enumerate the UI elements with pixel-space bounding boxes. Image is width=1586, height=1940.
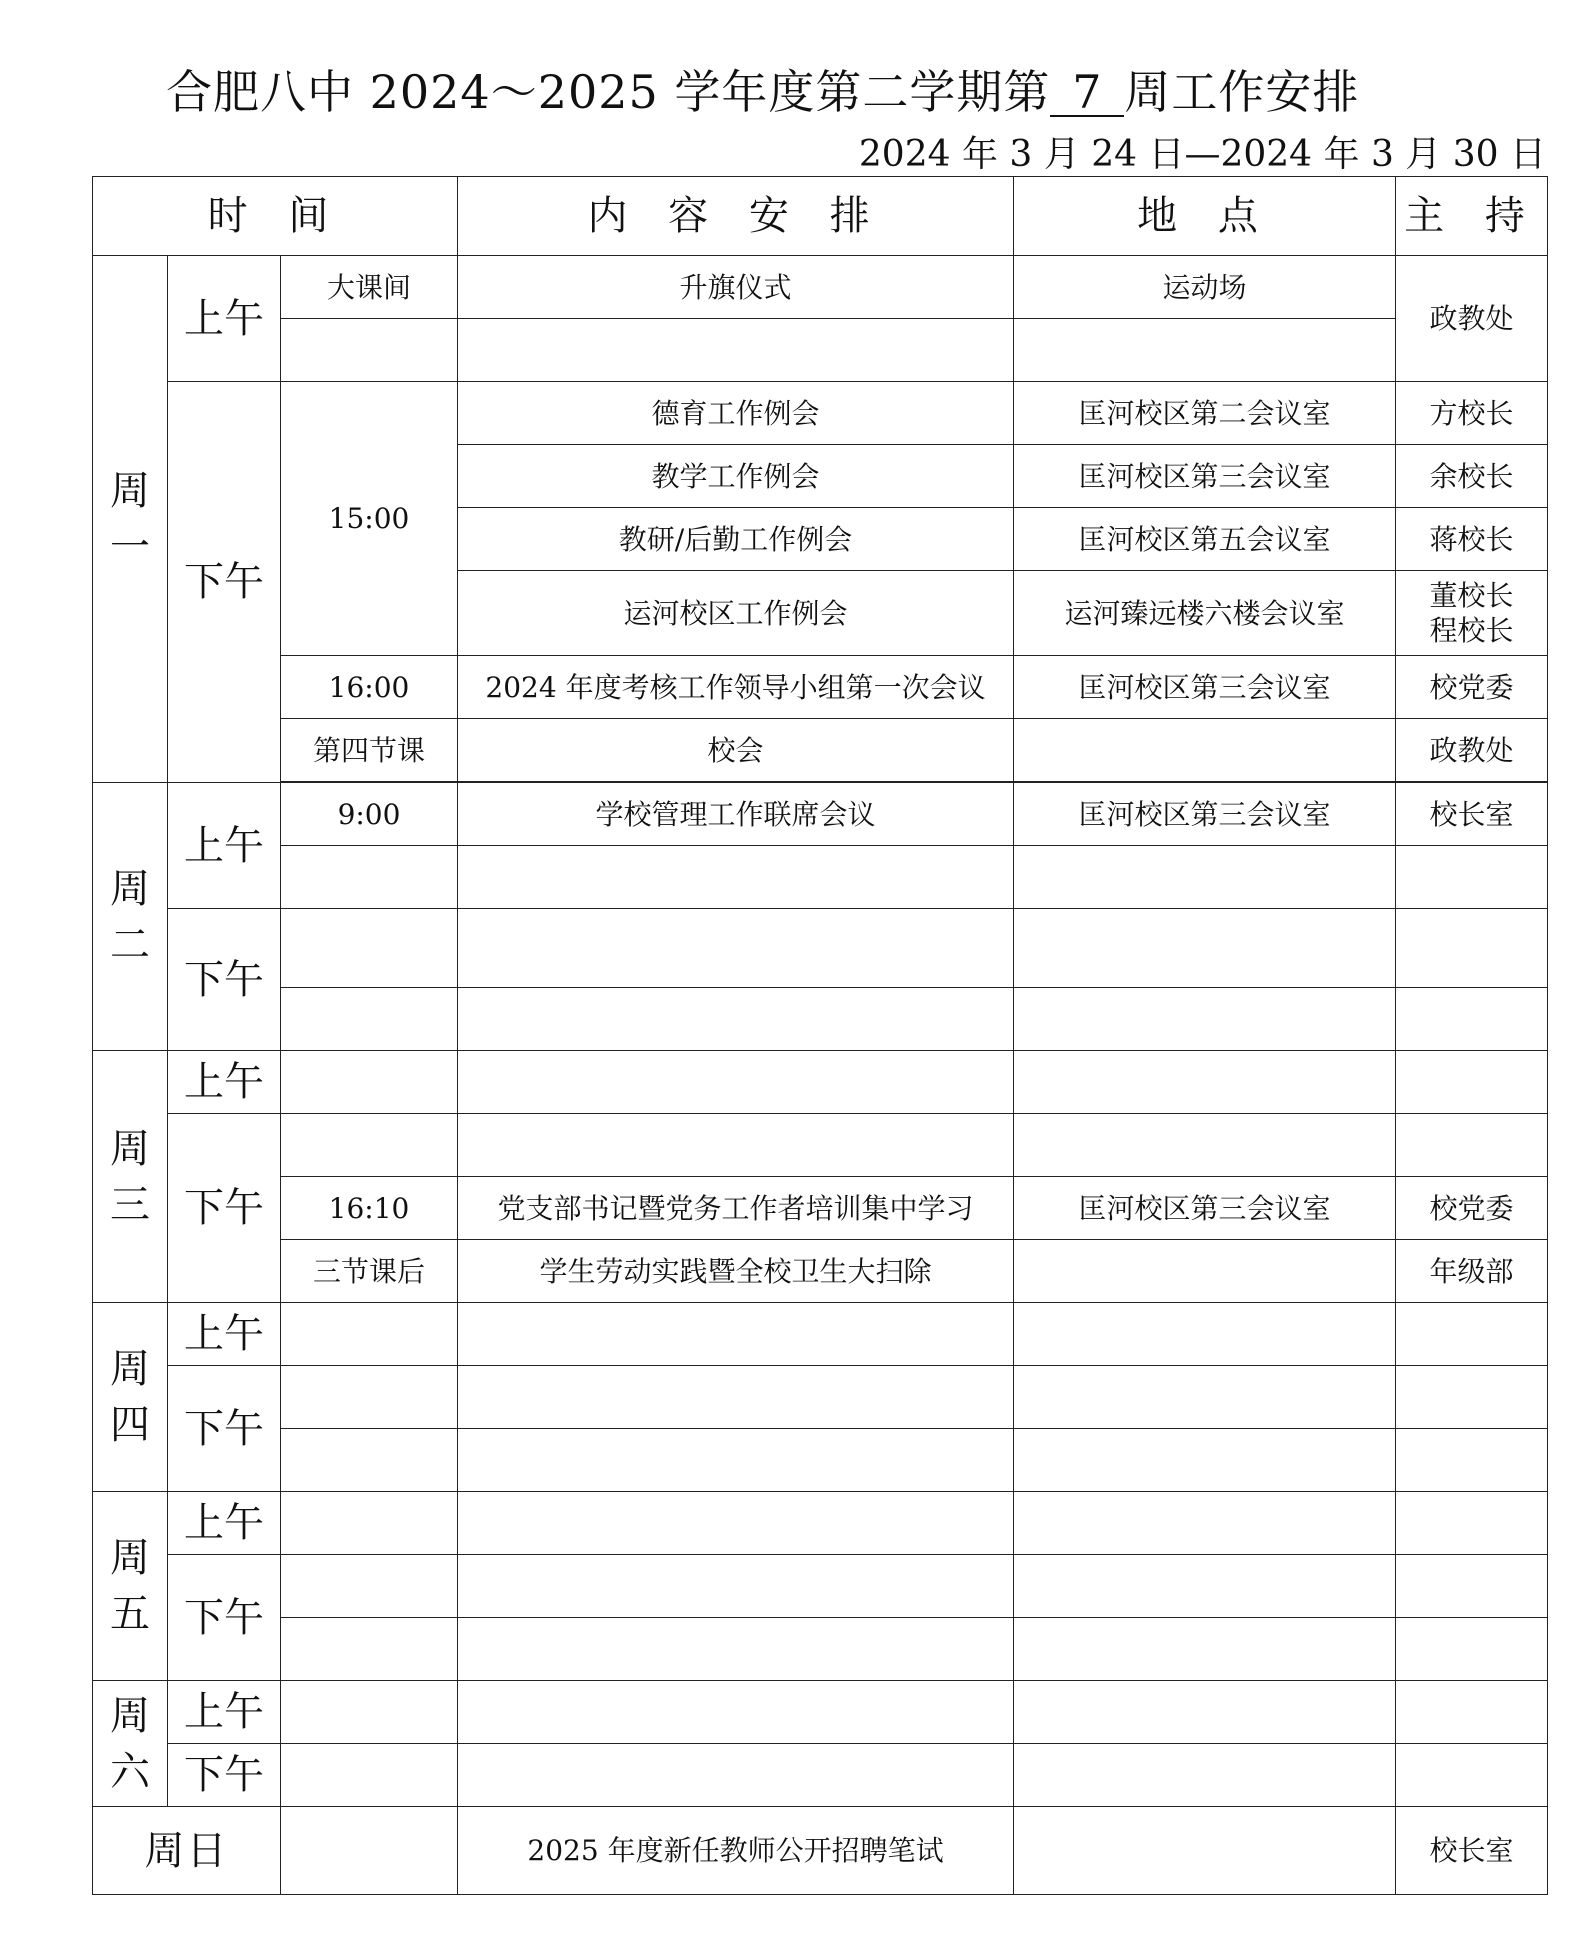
location-cell: 匡河校区第二会议室	[1014, 382, 1396, 445]
content-cell	[458, 1681, 1014, 1744]
table-row	[93, 988, 1548, 1051]
table-row	[93, 1303, 1548, 1366]
date-range: 2024 年 3 月 24 日—2024 年 3 月 30 日	[858, 134, 1546, 175]
host-cell: 余校长	[1396, 445, 1548, 508]
day-wednesday: 周 三	[93, 1051, 168, 1303]
table-row	[93, 909, 1548, 988]
table-row	[93, 1744, 1548, 1807]
location-cell: 匡河校区第三会议室	[1014, 783, 1396, 846]
content-cell: 运河校区工作例会	[458, 571, 1014, 656]
host-cell	[1396, 1681, 1548, 1744]
day-sunday: 周日	[93, 1807, 281, 1895]
content-cell	[458, 1051, 1014, 1114]
content-cell: 校会	[458, 719, 1014, 782]
period-am: 上午	[168, 1303, 281, 1366]
day-tuesday: 周 二	[93, 783, 168, 1051]
week-number: 7	[1050, 69, 1124, 117]
location-cell: 匡河校区第五会议室	[1014, 508, 1396, 571]
host-cell: 校党委	[1396, 1177, 1548, 1240]
time-cell: 9:00	[281, 783, 458, 846]
host-cell: 方校长	[1396, 382, 1548, 445]
time-cell	[281, 1366, 458, 1429]
time-cell: 15:00	[281, 382, 458, 656]
content-cell	[458, 1429, 1014, 1492]
table-row	[93, 1051, 1548, 1114]
time-cell	[281, 1051, 458, 1114]
location-cell	[1014, 1744, 1396, 1807]
table-row	[93, 1177, 1548, 1240]
host-cell	[1396, 1555, 1548, 1618]
content-cell	[458, 319, 1014, 382]
time-cell	[281, 846, 458, 909]
time-cell: 三节课后	[281, 1240, 458, 1303]
content-cell	[458, 1492, 1014, 1555]
content-cell: 2024 年度考核工作领导小组第一次会议	[458, 656, 1014, 719]
location-cell	[1014, 719, 1396, 782]
period-am: 上午	[168, 1051, 281, 1114]
time-cell	[281, 988, 458, 1051]
location-cell: 运动场	[1014, 256, 1396, 319]
time-cell: 16:10	[281, 1177, 458, 1240]
period-am: 上午	[168, 256, 281, 382]
host-cell	[1396, 909, 1548, 988]
header-row	[93, 177, 1548, 256]
period-pm: 下午	[168, 909, 281, 1051]
schedule-table	[92, 176, 1548, 1895]
time-cell	[281, 1303, 458, 1366]
content-cell: 学校管理工作联席会议	[458, 783, 1014, 846]
header-time: 时 间	[93, 177, 458, 256]
content-cell: 德育工作例会	[458, 382, 1014, 445]
period-pm: 下午	[168, 1555, 281, 1681]
table-row	[93, 1618, 1548, 1681]
content-cell: 2025 年度新任教师公开招聘笔试	[458, 1807, 1014, 1895]
table-row	[93, 656, 1548, 719]
host-cell: 校党委	[1396, 656, 1548, 719]
host-cell	[1396, 1744, 1548, 1807]
host-cell	[1396, 1114, 1548, 1177]
period-am: 上午	[168, 1681, 281, 1744]
period-pm: 下午	[168, 1366, 281, 1492]
day-friday: 周 五	[93, 1492, 168, 1681]
time-cell	[281, 1807, 458, 1895]
host-cell: 董校长 程校长	[1396, 571, 1548, 656]
host-cell	[1396, 1366, 1548, 1429]
table-row	[93, 719, 1548, 782]
time-cell	[281, 1555, 458, 1618]
location-cell	[1014, 1051, 1396, 1114]
content-cell	[458, 909, 1014, 988]
day-saturday: 周 六	[93, 1681, 168, 1807]
period-am: 上午	[168, 783, 281, 909]
content-cell	[458, 1618, 1014, 1681]
content-cell	[458, 1303, 1014, 1366]
location-cell: 匡河校区第三会议室	[1014, 1177, 1396, 1240]
host-cell: 政教处	[1396, 256, 1548, 382]
location-cell	[1014, 1429, 1396, 1492]
table-row	[93, 319, 1548, 382]
time-cell: 第四节课	[281, 719, 458, 782]
location-cell	[1014, 1807, 1396, 1895]
host-cell: 政教处	[1396, 719, 1548, 782]
content-cell	[458, 1366, 1014, 1429]
time-cell	[281, 1429, 458, 1492]
location-cell: 匡河校区第三会议室	[1014, 445, 1396, 508]
header-content: 内 容 安 排	[458, 177, 1014, 256]
host-cell	[1396, 1051, 1548, 1114]
time-cell	[281, 1114, 458, 1177]
table-row	[93, 1492, 1548, 1555]
location-cell	[1014, 1303, 1396, 1366]
location-cell	[1014, 1618, 1396, 1681]
location-cell	[1014, 909, 1396, 988]
time-cell	[281, 1681, 458, 1744]
location-cell	[1014, 1555, 1396, 1618]
table-row	[93, 1366, 1548, 1429]
location-cell	[1014, 319, 1396, 382]
host-cell: 蒋校长	[1396, 508, 1548, 571]
period-pm: 下午	[168, 382, 281, 783]
content-cell	[458, 988, 1014, 1051]
period-am: 上午	[168, 1492, 281, 1555]
location-cell	[1014, 1114, 1396, 1177]
host-cell	[1396, 1303, 1548, 1366]
host-cell	[1396, 846, 1548, 909]
host-cell	[1396, 1429, 1548, 1492]
location-cell	[1014, 1240, 1396, 1303]
host-cell	[1396, 1492, 1548, 1555]
location-cell: 运河臻远楼六楼会议室	[1014, 571, 1396, 656]
day-thursday: 周 四	[93, 1303, 168, 1492]
header-location: 地 点	[1014, 177, 1396, 256]
time-cell: 大课间	[281, 256, 458, 319]
table-row	[93, 256, 1548, 319]
title-prefix: 合肥八中 2024～2025 学年度第二学期第	[166, 65, 1051, 119]
content-cell	[458, 1114, 1014, 1177]
time-cell	[281, 1744, 458, 1807]
table-row	[93, 1681, 1548, 1744]
location-cell	[1014, 1681, 1396, 1744]
title-suffix: 周工作安排	[1124, 65, 1360, 119]
day-monday: 周 一	[93, 256, 168, 783]
location-cell	[1014, 846, 1396, 909]
time-cell	[281, 909, 458, 988]
page-title	[166, 56, 1359, 122]
content-cell: 升旗仪式	[458, 256, 1014, 319]
table-row	[93, 846, 1548, 909]
content-cell: 学生劳动实践暨全校卫生大扫除	[458, 1240, 1014, 1303]
content-cell	[458, 846, 1014, 909]
table-row	[93, 1555, 1548, 1618]
location-cell	[1014, 988, 1396, 1051]
time-cell	[281, 1492, 458, 1555]
table-row	[93, 1114, 1548, 1177]
table-row	[93, 783, 1548, 846]
content-cell: 教学工作例会	[458, 445, 1014, 508]
time-cell	[281, 1618, 458, 1681]
table-row	[93, 1807, 1548, 1895]
content-cell: 党支部书记暨党务工作者培训集中学习	[458, 1177, 1014, 1240]
host-cell: 校长室	[1396, 1807, 1548, 1895]
content-cell: 教研/后勤工作例会	[458, 508, 1014, 571]
host-cell: 年级部	[1396, 1240, 1548, 1303]
host-cell	[1396, 988, 1548, 1051]
content-cell	[458, 1555, 1014, 1618]
time-cell: 16:00	[281, 656, 458, 719]
time-cell	[281, 319, 458, 382]
period-pm: 下午	[168, 1114, 281, 1303]
location-cell	[1014, 1366, 1396, 1429]
location-cell: 匡河校区第三会议室	[1014, 656, 1396, 719]
host-cell	[1396, 1618, 1548, 1681]
period-pm: 下午	[168, 1744, 281, 1807]
location-cell	[1014, 1492, 1396, 1555]
table-row	[93, 1429, 1548, 1492]
header-host: 主 持	[1396, 177, 1548, 256]
table-row	[93, 382, 1548, 445]
content-cell	[458, 1744, 1014, 1807]
table-row	[93, 1240, 1548, 1303]
host-cell: 校长室	[1396, 783, 1548, 846]
